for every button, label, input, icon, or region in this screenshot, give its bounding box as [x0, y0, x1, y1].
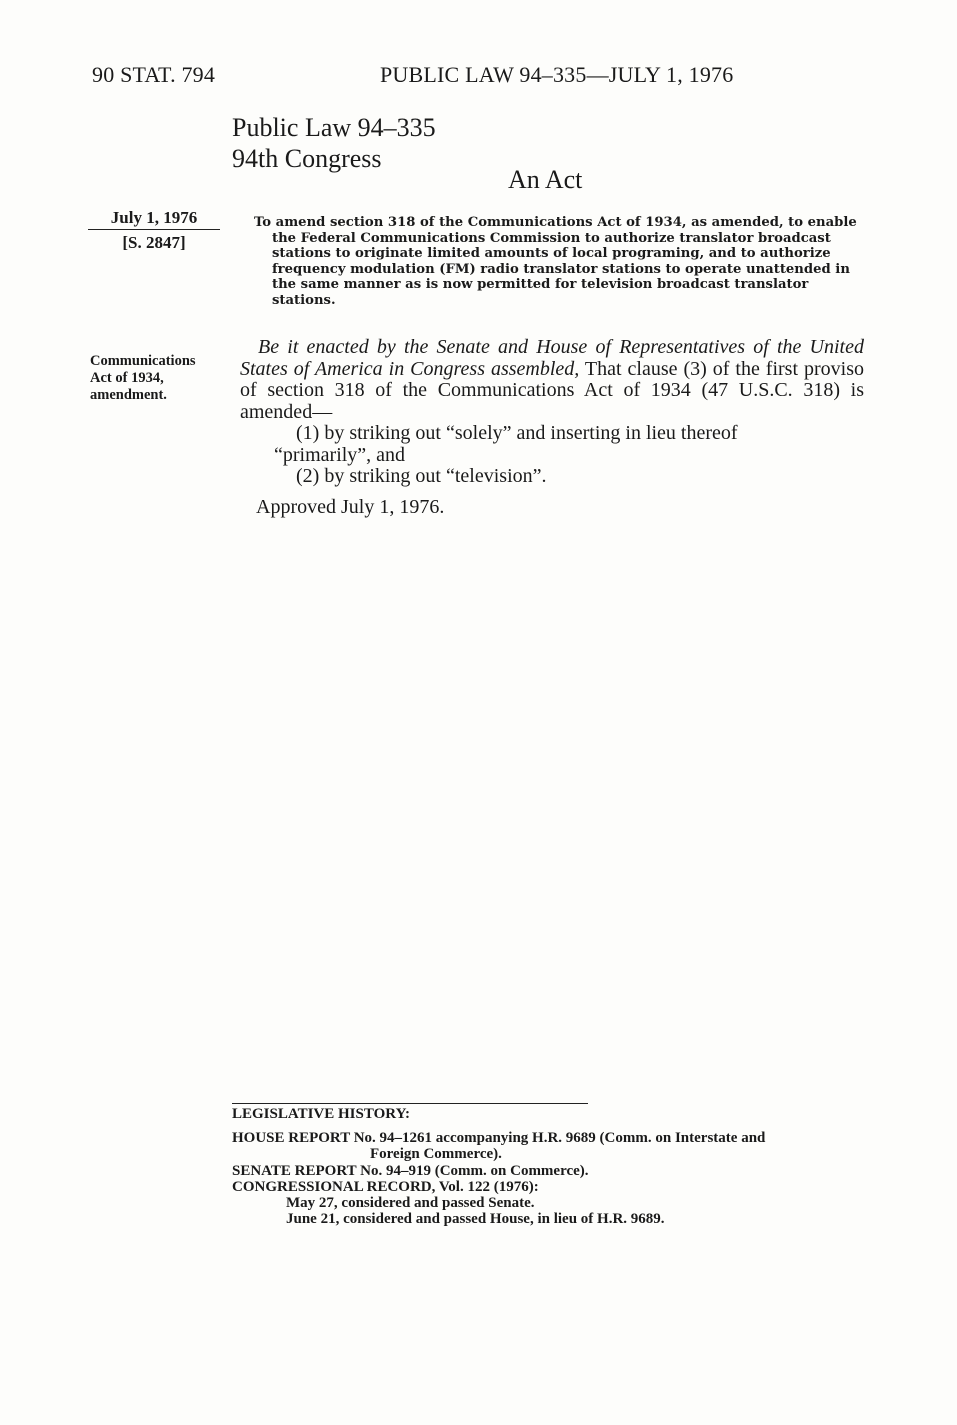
congress-label: 94th Congress	[232, 144, 382, 173]
history-divider	[232, 1103, 588, 1104]
record-entry-may: May 27, considered and passed Senate.	[286, 1195, 535, 1212]
margin-date-block	[88, 208, 220, 253]
act-body	[240, 337, 864, 518]
purpose-clause: To amend section 318 of the Communications Act of 1934, as amended, to enable the Federal Communications Commission to authorize translator broadcast stations to originate limited amounts of local programing, and to authorize frequency modulation (FM) radio translator stations to operate unattended in the same manner as is now permitted for television broadcast translator stations.	[254, 215, 857, 308]
law-number: Public Law 94–335	[232, 113, 436, 142]
margin-note-line: Communications	[90, 353, 196, 369]
senate-report: SENATE REPORT No. 94–919 (Comm. on Commerce).	[232, 1162, 589, 1179]
margin-note-line: amendment.	[90, 387, 167, 403]
amendment-item-1-continued: “primarily”, and	[274, 443, 406, 466]
margin-note	[90, 353, 220, 404]
margin-note-line: Act of 1934,	[90, 370, 164, 386]
house-report: HOUSE REPORT No. 94–1261 accompanying H.R. 9689 (Comm. on Interstate and	[232, 1130, 766, 1147]
record-entry-june: June 21, considered and passed House, in lieu of H.R. 9689.	[286, 1211, 665, 1228]
enacting-paragraph	[240, 337, 864, 423]
enactment-date: July 1, 1976	[88, 208, 220, 230]
stat-reference: 90 STAT. 794	[92, 62, 216, 87]
approval-line: Approved July 1, 1976.	[256, 495, 445, 518]
congressional-record: CONGRESSIONAL RECORD, Vol. 122 (1976):	[232, 1178, 539, 1195]
amendment-item-1: (1) by striking out “solely” and inserting in lieu thereof	[296, 422, 738, 444]
enacting-clause: Be it enacted by the Senate and House of Representatives of the United States of America in Congress assembled,	[240, 336, 864, 380]
enacting-rest: That clause (3) of the first proviso of section 318 of the Communications Act of 1934 (47 U.S.C. 318) is amended—	[240, 357, 864, 423]
an-act-heading: An Act	[508, 165, 583, 194]
legislative-history	[232, 1106, 868, 1227]
bill-number: [S. 2847]	[122, 233, 186, 252]
house-report-continued: Foreign Commerce).	[370, 1146, 502, 1163]
running-title: PUBLIC LAW 94–335—JULY 1, 1976	[380, 62, 734, 87]
history-heading: LEGISLATIVE HISTORY:	[232, 1106, 411, 1122]
amendment-item-2: (2) by striking out “television”.	[296, 465, 547, 487]
law-title-block	[232, 112, 436, 174]
